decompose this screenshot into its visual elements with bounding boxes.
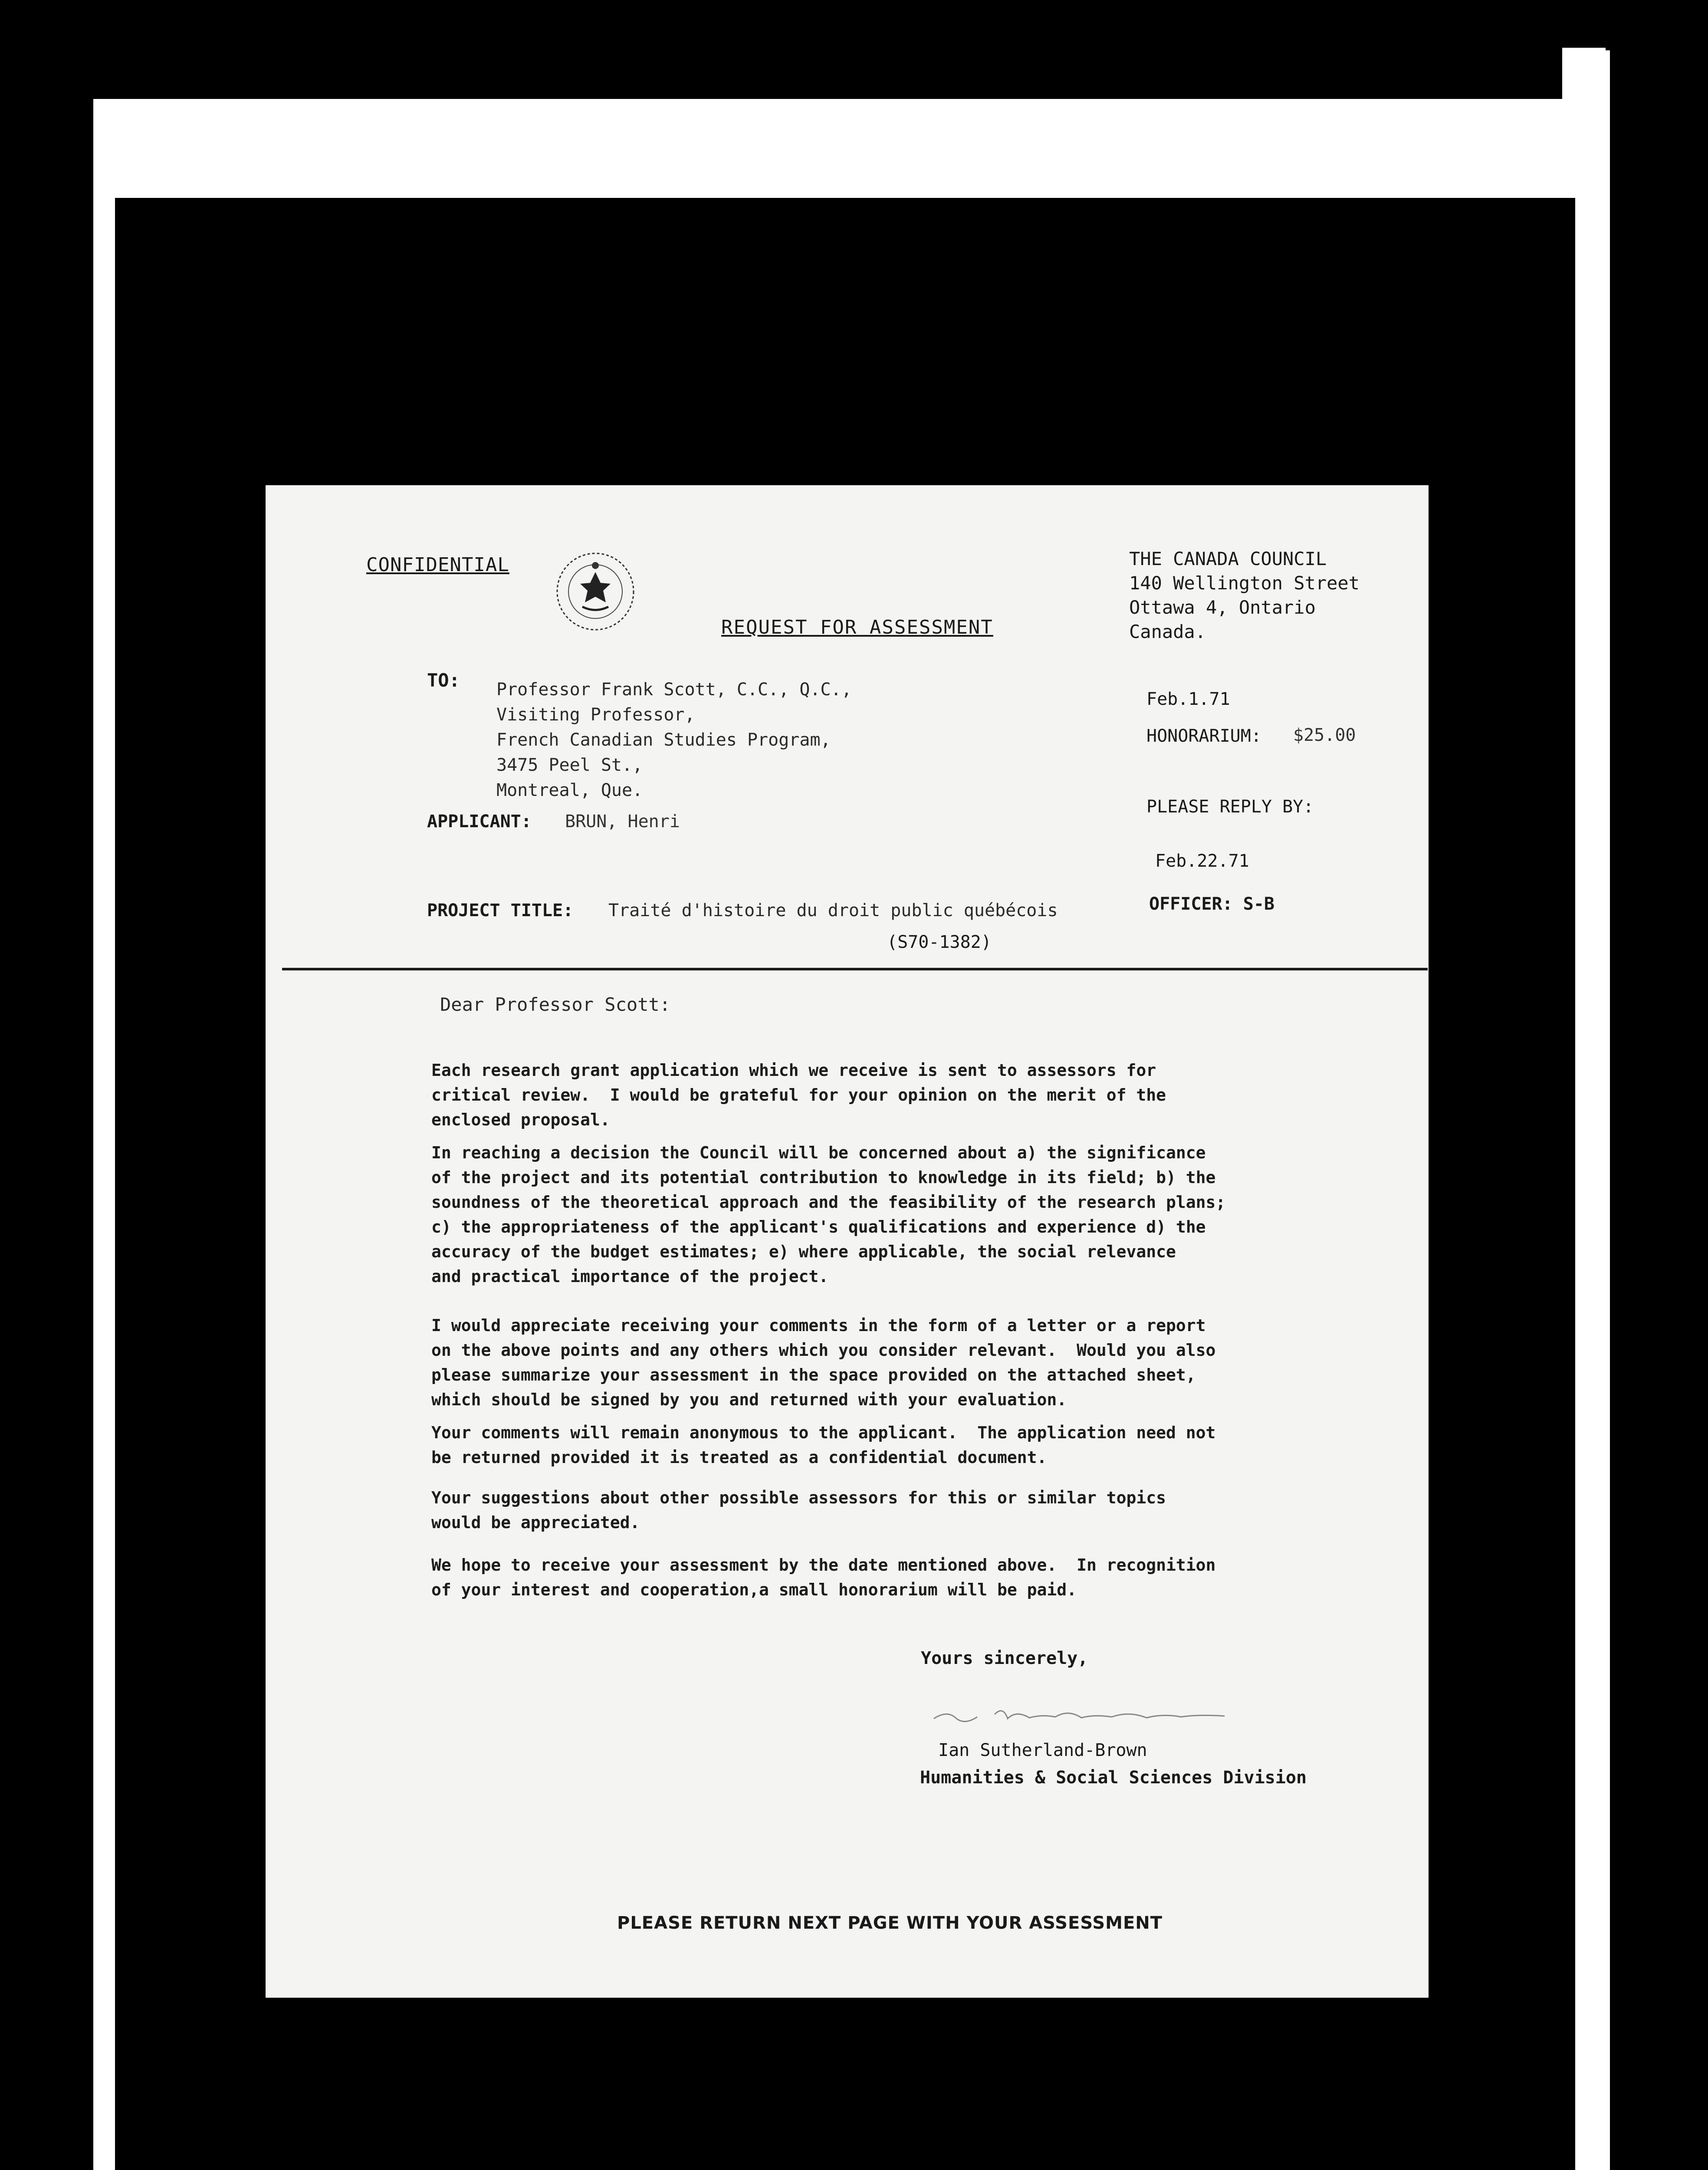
header-divider	[282, 968, 1428, 970]
signer-name: Ian Sutherland-Brown	[938, 1740, 1147, 1760]
film-frame-left	[93, 99, 115, 2170]
film-frame-right	[1575, 50, 1610, 2170]
officer-label: OFFICER: S-B	[1149, 894, 1274, 914]
body-paragraph: I would appreciate receiving your comments in the form of a letter or a report on the above points and any others which you consider relevant. Would you also please summarize your assessment in the space provided on the attached sheet, which should be signed by you and returned with your evaluation.	[431, 1316, 1216, 1409]
canada-council-seal-icon	[552, 548, 639, 635]
applicant-name: BRUN, Henri	[565, 812, 680, 832]
body-paragraph: Your suggestions about other possible assessors for this or similar topics would be appreciated.	[431, 1488, 1166, 1532]
body-paragraph: In reaching a decision the Council will be concerned about a) the significance of the project and its potential contribution to knowledge in its field; b) the soundness of the theoretical approach and the feasibility of the research plans; c) the appropriateness of the applicant's qualifications and experience d) the accuracy of the budget estimates; e) where applicable, the social relevance and practical importance of the project.	[431, 1143, 1226, 1286]
to-label: TO:	[427, 670, 460, 691]
organization-address	[1129, 547, 1360, 644]
org-name: THE CANADA COUNCIL	[1129, 548, 1327, 569]
org-country: Canada.	[1129, 621, 1206, 642]
recipient-address	[496, 677, 852, 803]
recipient-line: Montreal, Que.	[496, 780, 643, 800]
reply-by-label: PLEASE REPLY BY:	[1146, 797, 1314, 817]
body-paragraph: We hope to receive your assessment by the date mentioned above. In recognition of your interest and cooperation,a small honorarium will be paid.	[431, 1555, 1216, 1599]
body-paragraph: Your comments will remain anonymous to the applicant. The application need not be returned provided it is treated as a confidential document.	[431, 1423, 1216, 1467]
salutation: Dear Professor Scott:	[440, 994, 671, 1015]
project-title: Traité d'histoire du droit public québécois	[608, 901, 1058, 921]
recipient-line: French Canadian Studies Program,	[496, 730, 831, 750]
film-frame-top	[93, 99, 1610, 198]
recipient-line: 3475 Peel St.,	[496, 755, 643, 775]
reply-by-date: Feb.22.71	[1155, 851, 1249, 871]
file-number: (S70-1382)	[887, 932, 992, 952]
document-page	[266, 485, 1429, 1998]
division-name: Humanities & Social Sciences Division	[920, 1768, 1307, 1788]
film-tab	[1562, 48, 1606, 100]
handwritten-signature	[930, 1701, 1233, 1727]
applicant-label: APPLICANT:	[427, 812, 532, 832]
honorarium-label: HONORARIUM:	[1146, 726, 1261, 746]
honorarium-value: $25.00	[1293, 725, 1356, 745]
org-street: 140 Wellington Street	[1129, 572, 1360, 594]
body-paragraph: Each research grant application which we receive is sent to assessors for critical review. I would be grateful for your opinion on the merit of the enclosed proposal.	[431, 1061, 1166, 1129]
letter-date: Feb.1.71	[1146, 689, 1230, 709]
org-city: Ottawa 4, Ontario	[1129, 597, 1316, 618]
closing: Yours sincerely,	[921, 1648, 1088, 1668]
footer-instruction: PLEASE RETURN NEXT PAGE WITH YOUR ASSESSMENT	[617, 1913, 1163, 1933]
recipient-line: Professor Frank Scott, C.C., Q.C.,	[496, 680, 852, 700]
page-title: REQUEST FOR ASSESSMENT	[721, 616, 993, 638]
recipient-line: Visiting Professor,	[496, 705, 695, 725]
project-title-label: PROJECT TITLE:	[427, 901, 574, 921]
confidential-mark: CONFIDENTIAL	[366, 554, 509, 576]
